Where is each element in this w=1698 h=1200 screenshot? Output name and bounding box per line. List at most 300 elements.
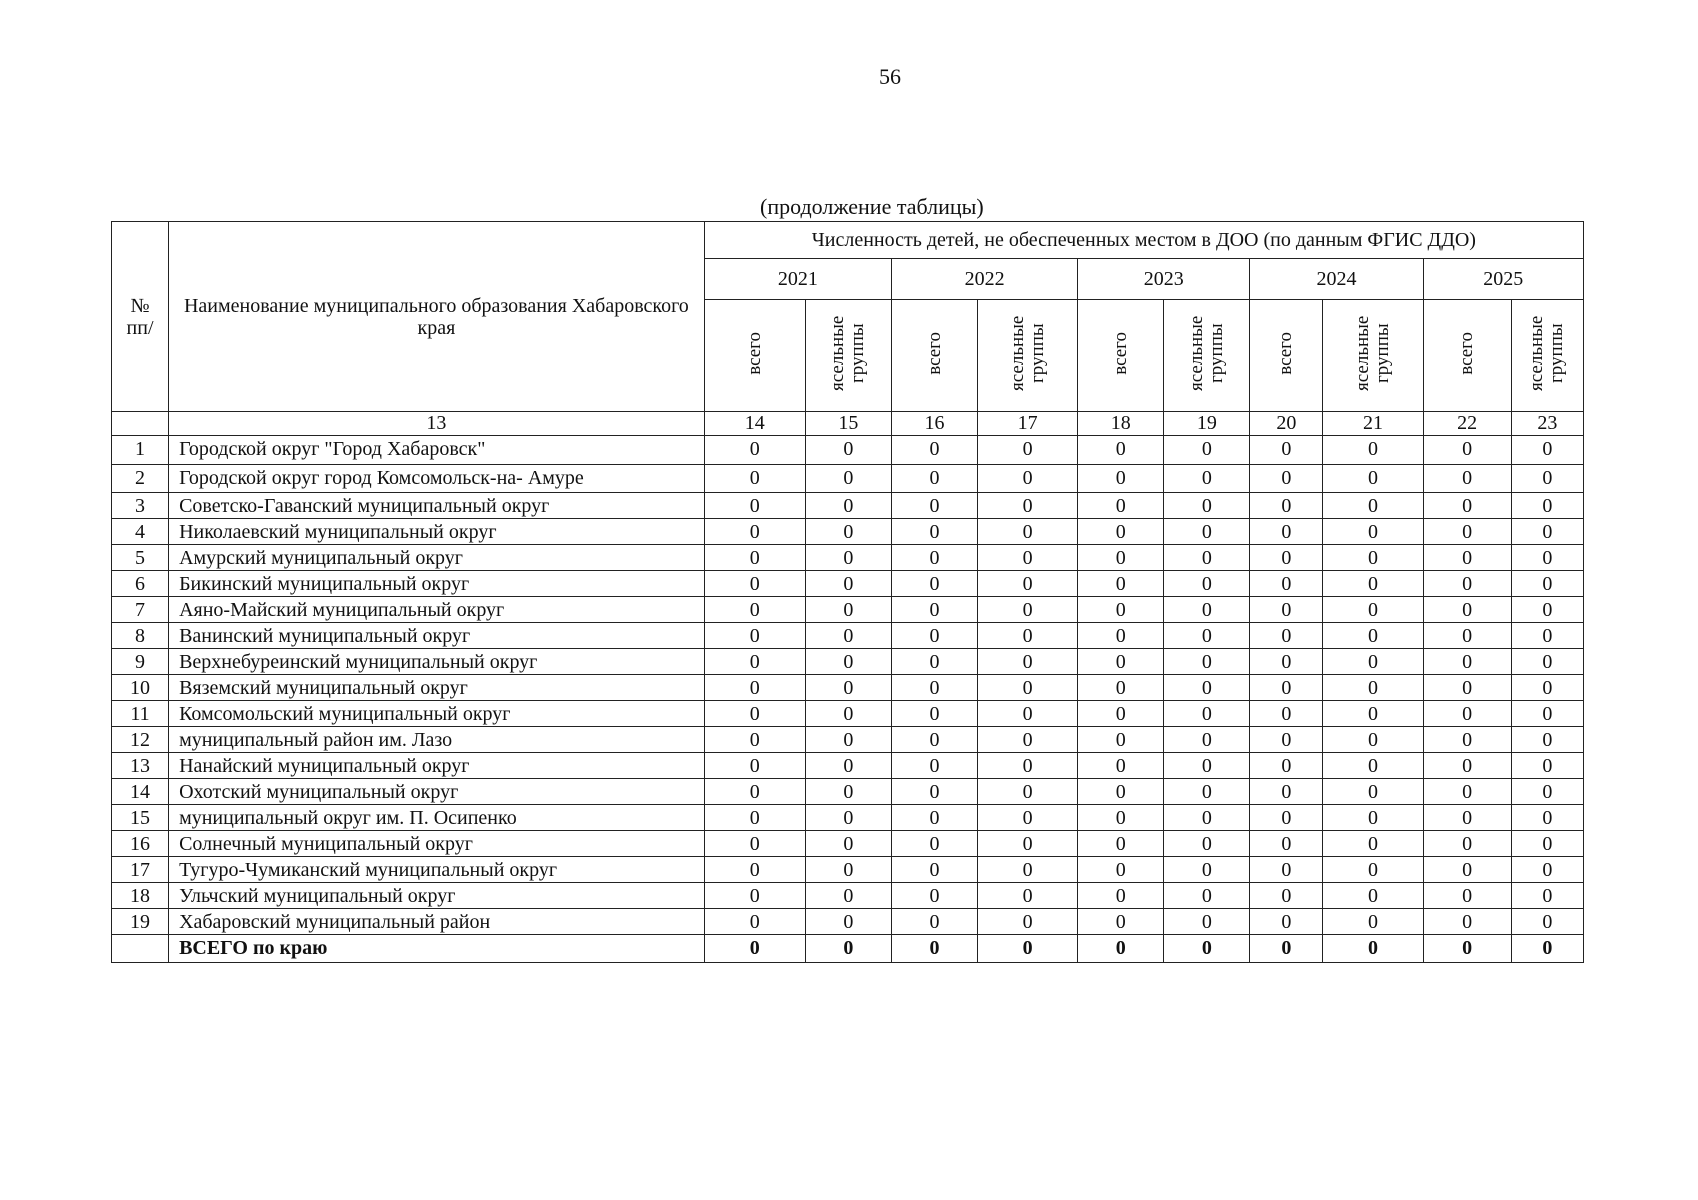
- row-value: 0: [978, 857, 1078, 883]
- row-value: 0: [1511, 935, 1583, 963]
- header-year: 2024: [1250, 259, 1423, 300]
- row-value: 0: [1423, 779, 1511, 805]
- row-value: 0: [978, 805, 1078, 831]
- row-value: 0: [891, 465, 977, 493]
- row-name: Солнечный муниципальный округ: [169, 831, 705, 857]
- row-value: 0: [1250, 831, 1323, 857]
- row-value: 0: [1078, 831, 1164, 857]
- row-value: 0: [1423, 909, 1511, 935]
- row-value: 0: [805, 597, 891, 623]
- row-value: 0: [1078, 493, 1164, 519]
- row-value: 0: [1423, 465, 1511, 493]
- row-value: 0: [1323, 727, 1423, 753]
- row-value: 0: [704, 857, 805, 883]
- row-value: 0: [704, 883, 805, 909]
- row-value: 0: [978, 753, 1078, 779]
- row-value: 0: [1078, 597, 1164, 623]
- row-value: 0: [1323, 493, 1423, 519]
- row-name: Амурский муниципальный округ: [169, 545, 705, 571]
- row-name: Советско-Гаванский муниципальный округ: [169, 493, 705, 519]
- table-row: [112, 779, 1584, 805]
- row-value: 0: [1511, 883, 1583, 909]
- row-value: 0: [891, 545, 977, 571]
- row-name: Охотский муниципальный округ: [169, 779, 705, 805]
- row-name: Комсомольский муниципальный округ: [169, 701, 705, 727]
- row-number: 4: [112, 519, 169, 545]
- row-value: 0: [1323, 519, 1423, 545]
- row-value: 0: [1511, 623, 1583, 649]
- row-value: 0: [1078, 753, 1164, 779]
- row-value: 0: [1511, 727, 1583, 753]
- row-value: 0: [1164, 649, 1250, 675]
- row-value: 0: [1423, 935, 1511, 963]
- row-name: Тугуро-Чумиканский муниципальный округ: [169, 857, 705, 883]
- row-number: 11: [112, 701, 169, 727]
- row-value: 0: [704, 465, 805, 493]
- row-value: 0: [1250, 436, 1323, 465]
- table-row: [112, 857, 1584, 883]
- row-value: 0: [891, 436, 977, 465]
- table-row: [112, 545, 1584, 571]
- row-value: 0: [1423, 857, 1511, 883]
- row-value: 0: [1511, 831, 1583, 857]
- row-value: 0: [805, 701, 891, 727]
- header-sub-total: [1250, 300, 1323, 412]
- row-value: 0: [1250, 857, 1323, 883]
- row-value: 0: [891, 753, 977, 779]
- row-value: 0: [1323, 545, 1423, 571]
- column-number: 17: [978, 412, 1078, 436]
- row-value: 0: [978, 935, 1078, 963]
- column-number: 16: [891, 412, 977, 436]
- row-value: 0: [805, 883, 891, 909]
- row-value: 0: [1078, 519, 1164, 545]
- header-year: 2025: [1423, 259, 1583, 300]
- table-row: [112, 623, 1584, 649]
- row-value: 0: [1323, 883, 1423, 909]
- row-value: 0: [978, 649, 1078, 675]
- header-sub-nursery: [1323, 300, 1423, 412]
- row-value: 0: [1164, 883, 1250, 909]
- row-value: 0: [891, 493, 977, 519]
- row-value: 0: [1250, 519, 1323, 545]
- header-year: 2023: [1078, 259, 1250, 300]
- row-number: [112, 935, 169, 963]
- row-name: Городской округ "Город Хабаровск": [169, 436, 705, 465]
- row-value: 0: [1423, 623, 1511, 649]
- header-sub-total: [891, 300, 977, 412]
- row-name: муниципальный округ им. П. Осипенко: [169, 805, 705, 831]
- row-number: 3: [112, 493, 169, 519]
- row-value: 0: [891, 935, 977, 963]
- table-caption: (продолжение таблицы): [760, 194, 984, 219]
- row-value: 0: [1511, 545, 1583, 571]
- row-value: 0: [1164, 675, 1250, 701]
- table-row: [112, 597, 1584, 623]
- row-value: 0: [805, 857, 891, 883]
- row-value: 0: [805, 779, 891, 805]
- row-number: 16: [112, 831, 169, 857]
- row-value: 0: [1323, 831, 1423, 857]
- row-value: 0: [805, 909, 891, 935]
- header-sub-total: [1078, 300, 1164, 412]
- row-value: 0: [1078, 857, 1164, 883]
- row-value: 0: [1323, 779, 1423, 805]
- row-value: 0: [1164, 909, 1250, 935]
- row-value: 0: [978, 597, 1078, 623]
- row-number: 2: [112, 465, 169, 493]
- row-value: 0: [805, 753, 891, 779]
- column-number: 22: [1423, 412, 1511, 436]
- row-value: 0: [891, 779, 977, 805]
- row-value: 0: [1078, 649, 1164, 675]
- row-value: 0: [805, 831, 891, 857]
- row-number: 1: [112, 436, 169, 465]
- header-sub-total-label: всего: [923, 331, 945, 375]
- row-value: 0: [704, 935, 805, 963]
- row-value: 0: [978, 545, 1078, 571]
- row-value: 0: [1078, 465, 1164, 493]
- table-row: [112, 571, 1584, 597]
- header-sub-total-label: всего: [1109, 331, 1131, 375]
- row-value: 0: [805, 465, 891, 493]
- row-value: 0: [1250, 727, 1323, 753]
- header-sub-nursery-label: ясельные группы: [1185, 315, 1227, 391]
- row-value: 0: [805, 675, 891, 701]
- header-sub-nursery: [805, 300, 891, 412]
- header-sub-nursery: [1164, 300, 1250, 412]
- row-name: Верхнебуреинский муниципальный округ: [169, 649, 705, 675]
- row-value: 0: [1164, 597, 1250, 623]
- row-value: 0: [1250, 493, 1323, 519]
- row-value: 0: [978, 493, 1078, 519]
- row-value: 0: [1511, 805, 1583, 831]
- column-number: 13: [169, 412, 705, 436]
- row-value: 0: [1250, 753, 1323, 779]
- data-table: [111, 221, 1584, 963]
- row-value: 0: [1511, 597, 1583, 623]
- row-value: 0: [704, 519, 805, 545]
- row-value: 0: [1423, 701, 1511, 727]
- row-name: муниципальный район им. Лазо: [169, 727, 705, 753]
- row-value: 0: [1423, 493, 1511, 519]
- row-value: 0: [1323, 805, 1423, 831]
- row-value: 0: [1323, 597, 1423, 623]
- row-value: 0: [891, 857, 977, 883]
- row-value: 0: [891, 883, 977, 909]
- row-number: 15: [112, 805, 169, 831]
- row-name: ВСЕГО по краю: [169, 935, 705, 963]
- row-value: 0: [891, 649, 977, 675]
- row-value: 0: [1423, 831, 1511, 857]
- row-value: 0: [704, 909, 805, 935]
- row-value: 0: [1078, 805, 1164, 831]
- row-value: 0: [704, 597, 805, 623]
- row-value: 0: [891, 909, 977, 935]
- row-value: 0: [1423, 805, 1511, 831]
- header-sub-nursery-label: ясельные группы: [827, 315, 869, 391]
- row-value: 0: [704, 493, 805, 519]
- row-value: 0: [704, 831, 805, 857]
- row-value: 0: [1323, 465, 1423, 493]
- row-value: 0: [1423, 727, 1511, 753]
- column-number: 18: [1078, 412, 1164, 436]
- header-sub-nursery-label: ясельные группы: [1352, 315, 1393, 391]
- row-value: 0: [1250, 465, 1323, 493]
- header-number: № пп/: [112, 222, 169, 412]
- page-number: 56: [879, 64, 901, 89]
- header-sub-total: [704, 300, 805, 412]
- row-value: 0: [891, 727, 977, 753]
- column-number: 15: [805, 412, 891, 436]
- row-number: 6: [112, 571, 169, 597]
- row-value: 0: [978, 465, 1078, 493]
- row-value: 0: [978, 701, 1078, 727]
- row-value: 0: [805, 805, 891, 831]
- row-value: 0: [1164, 701, 1250, 727]
- row-value: 0: [978, 436, 1078, 465]
- column-number: 19: [1164, 412, 1250, 436]
- row-value: 0: [1511, 701, 1583, 727]
- row-value: 0: [1323, 571, 1423, 597]
- table-row: [112, 805, 1584, 831]
- row-value: 0: [704, 805, 805, 831]
- row-value: 0: [1164, 857, 1250, 883]
- column-number: 23: [1511, 412, 1583, 436]
- row-number: 7: [112, 597, 169, 623]
- header-name: Наименование муниципального образования Хабаровского края: [169, 222, 705, 412]
- row-number: 8: [112, 623, 169, 649]
- row-value: 0: [891, 623, 977, 649]
- row-value: 0: [891, 597, 977, 623]
- row-value: 0: [1423, 753, 1511, 779]
- row-value: 0: [1078, 675, 1164, 701]
- row-value: 0: [704, 571, 805, 597]
- column-number: 21: [1323, 412, 1423, 436]
- header-year: 2022: [891, 259, 1077, 300]
- row-value: 0: [1423, 649, 1511, 675]
- row-value: 0: [978, 623, 1078, 649]
- row-value: 0: [805, 727, 891, 753]
- table-row: [112, 465, 1584, 493]
- row-value: 0: [1078, 935, 1164, 963]
- row-value: 0: [1078, 623, 1164, 649]
- row-value: 0: [1250, 623, 1323, 649]
- header-sub-nursery: [1511, 300, 1583, 412]
- row-value: 0: [1511, 779, 1583, 805]
- row-value: 0: [1511, 753, 1583, 779]
- row-number: 14: [112, 779, 169, 805]
- row-value: 0: [1511, 465, 1583, 493]
- row-value: 0: [978, 831, 1078, 857]
- row-name: Хабаровский муниципальный район: [169, 909, 705, 935]
- row-value: 0: [704, 779, 805, 805]
- row-value: 0: [1164, 465, 1250, 493]
- row-value: 0: [891, 571, 977, 597]
- row-value: 0: [1078, 436, 1164, 465]
- row-value: 0: [805, 935, 891, 963]
- row-value: 0: [704, 623, 805, 649]
- row-value: 0: [1164, 436, 1250, 465]
- row-value: 0: [891, 831, 977, 857]
- table-row: [112, 909, 1584, 935]
- row-value: 0: [1250, 545, 1323, 571]
- row-value: 0: [1250, 779, 1323, 805]
- row-value: 0: [1078, 701, 1164, 727]
- row-name: Аяно-Майский муниципальный округ: [169, 597, 705, 623]
- row-number: 5: [112, 545, 169, 571]
- header-sub-total-label: всего: [743, 331, 765, 375]
- row-value: 0: [1511, 675, 1583, 701]
- header-group-title: Численность детей, не обеспеченных местом в ДОО (по данным ФГИС ДДО): [704, 222, 1583, 259]
- table-row: [112, 519, 1584, 545]
- header-sub-nursery-label: ясельные группы: [1526, 315, 1568, 391]
- row-number: 10: [112, 675, 169, 701]
- row-value: 0: [805, 545, 891, 571]
- row-value: 0: [704, 649, 805, 675]
- row-value: 0: [1250, 805, 1323, 831]
- row-value: 0: [1164, 727, 1250, 753]
- row-value: 0: [805, 571, 891, 597]
- row-value: 0: [704, 545, 805, 571]
- row-value: 0: [1511, 857, 1583, 883]
- column-number: 20: [1250, 412, 1323, 436]
- row-number: 13: [112, 753, 169, 779]
- row-number: 12: [112, 727, 169, 753]
- row-value: 0: [978, 571, 1078, 597]
- row-value: 0: [1323, 701, 1423, 727]
- table-row: [112, 831, 1584, 857]
- row-value: 0: [1423, 436, 1511, 465]
- header-sub-total-label: всего: [1275, 331, 1297, 375]
- table-row: [112, 727, 1584, 753]
- row-value: 0: [1078, 727, 1164, 753]
- row-value: 0: [1078, 883, 1164, 909]
- row-value: 0: [1423, 883, 1511, 909]
- row-value: 0: [1423, 545, 1511, 571]
- row-name: Николаевский муниципальный округ: [169, 519, 705, 545]
- row-value: 0: [1250, 935, 1323, 963]
- row-value: 0: [891, 701, 977, 727]
- total-row: [112, 935, 1584, 963]
- row-name: Бикинский муниципальный округ: [169, 571, 705, 597]
- row-value: 0: [1323, 909, 1423, 935]
- row-value: 0: [1423, 519, 1511, 545]
- row-value: 0: [891, 675, 977, 701]
- row-value: 0: [1078, 571, 1164, 597]
- table-row: [112, 649, 1584, 675]
- row-value: 0: [978, 883, 1078, 909]
- row-value: 0: [1423, 571, 1511, 597]
- row-value: 0: [704, 436, 805, 465]
- header-sub-total-label: всего: [1456, 331, 1478, 375]
- row-value: 0: [805, 519, 891, 545]
- row-value: 0: [1423, 597, 1511, 623]
- row-value: 0: [1511, 519, 1583, 545]
- row-value: 0: [1164, 935, 1250, 963]
- row-value: 0: [805, 436, 891, 465]
- table-row: [112, 436, 1584, 465]
- row-value: 0: [1164, 805, 1250, 831]
- row-value: 0: [978, 727, 1078, 753]
- row-value: 0: [1323, 623, 1423, 649]
- row-value: 0: [1250, 701, 1323, 727]
- row-number: 17: [112, 857, 169, 883]
- header-sub-nursery: [978, 300, 1078, 412]
- row-value: 0: [805, 649, 891, 675]
- row-value: 0: [704, 753, 805, 779]
- row-value: 0: [891, 805, 977, 831]
- row-value: 0: [1323, 935, 1423, 963]
- row-name: Нанайский муниципальный округ: [169, 753, 705, 779]
- row-value: 0: [1164, 519, 1250, 545]
- row-name: Ванинский муниципальный округ: [169, 623, 705, 649]
- table-row: [112, 675, 1584, 701]
- row-number: 9: [112, 649, 169, 675]
- table-row: [112, 753, 1584, 779]
- row-value: 0: [704, 727, 805, 753]
- row-value: 0: [1323, 857, 1423, 883]
- row-value: 0: [1250, 597, 1323, 623]
- row-value: 0: [805, 493, 891, 519]
- row-value: 0: [1323, 436, 1423, 465]
- row-value: 0: [1323, 675, 1423, 701]
- header-sub-total: [1423, 300, 1511, 412]
- row-number: 18: [112, 883, 169, 909]
- header-year: 2021: [704, 259, 891, 300]
- row-value: 0: [1164, 623, 1250, 649]
- row-value: 0: [1511, 649, 1583, 675]
- row-value: 0: [1078, 545, 1164, 571]
- row-value: 0: [1250, 571, 1323, 597]
- row-value: 0: [1164, 753, 1250, 779]
- row-number: 19: [112, 909, 169, 935]
- row-value: 0: [1164, 831, 1250, 857]
- table-row: [112, 701, 1584, 727]
- row-name: Ульчский муниципальный округ: [169, 883, 705, 909]
- row-value: 0: [1250, 909, 1323, 935]
- row-value: 0: [1511, 909, 1583, 935]
- row-value: 0: [978, 519, 1078, 545]
- row-value: 0: [1250, 649, 1323, 675]
- row-value: 0: [1511, 493, 1583, 519]
- row-value: 0: [1511, 571, 1583, 597]
- row-name: Вяземский муниципальный округ: [169, 675, 705, 701]
- row-value: 0: [704, 675, 805, 701]
- table-row: [112, 883, 1584, 909]
- row-value: 0: [1164, 571, 1250, 597]
- header-sub-nursery-label: ясельные группы: [1006, 315, 1048, 391]
- table-row: [112, 493, 1584, 519]
- row-value: 0: [1164, 545, 1250, 571]
- row-value: 0: [978, 779, 1078, 805]
- row-value: 0: [1423, 675, 1511, 701]
- row-value: 0: [1078, 779, 1164, 805]
- row-value: 0: [704, 701, 805, 727]
- row-value: 0: [1078, 909, 1164, 935]
- row-value: 0: [1250, 675, 1323, 701]
- row-value: 0: [805, 623, 891, 649]
- row-value: 0: [1164, 779, 1250, 805]
- column-number-blank: [112, 412, 169, 436]
- row-value: 0: [1250, 883, 1323, 909]
- row-value: 0: [1323, 649, 1423, 675]
- row-value: 0: [1511, 436, 1583, 465]
- row-value: 0: [978, 675, 1078, 701]
- row-value: 0: [891, 519, 977, 545]
- row-value: 0: [1164, 493, 1250, 519]
- row-value: 0: [1323, 753, 1423, 779]
